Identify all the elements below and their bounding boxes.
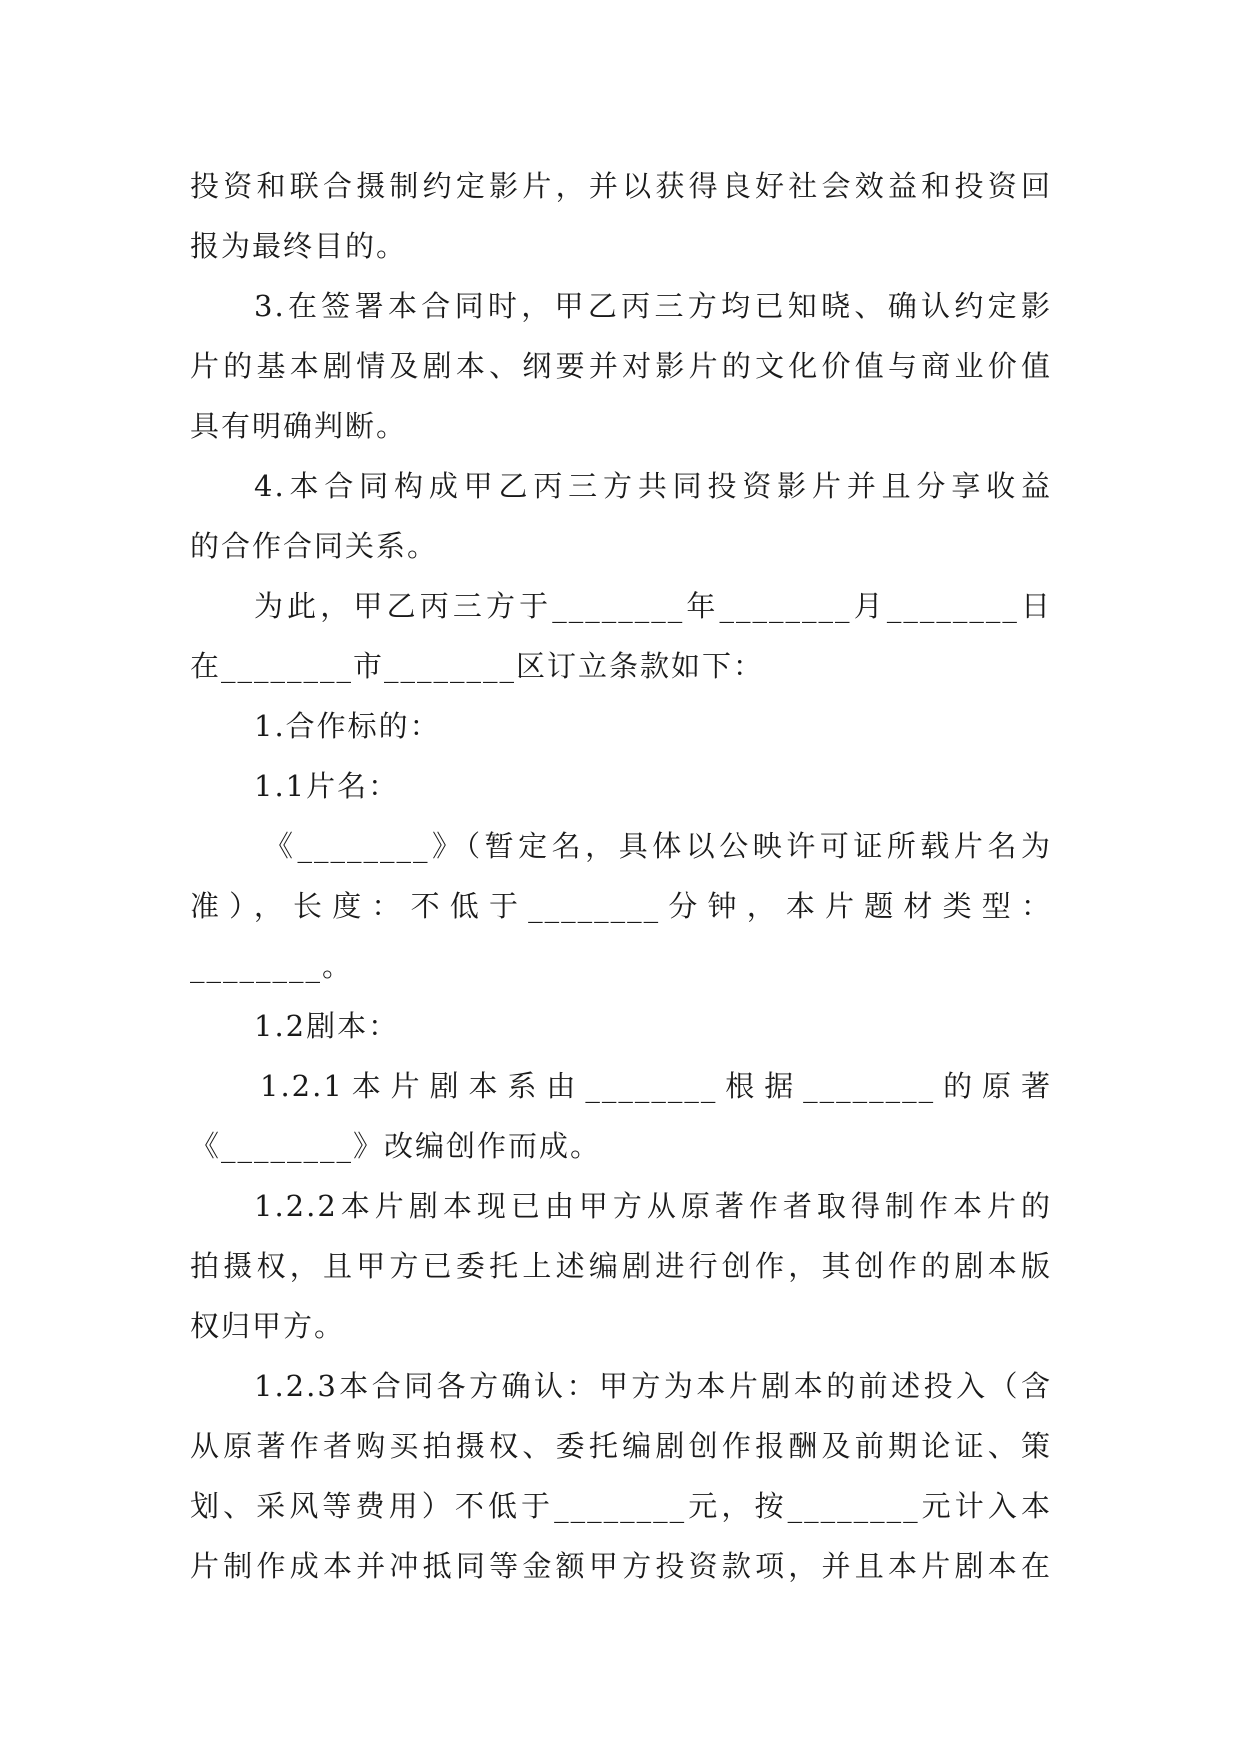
date-line: 为此，甲乙丙三方于________年________月________日	[254, 589, 1052, 623]
contract-body	[190, 156, 1052, 1596]
text-line: 准），长度：不低于________分钟，本片题材类型：	[190, 889, 1052, 923]
text-line: 《________》改编创作而成。	[190, 1129, 602, 1163]
section-1-heading: 1.合作标的：	[254, 709, 441, 743]
text-line: ________。	[190, 949, 354, 983]
clause-3-line: 3.在签署本合同时，甲乙丙三方均已知晓、确认约定影	[254, 289, 1052, 323]
title-line: 《________》（暂定名，具体以公映许可证所载片名为	[264, 829, 1052, 863]
section-1-2-heading: 1.2剧本：	[254, 1009, 400, 1043]
text-line: 从原著作者购买拍摄权、委托编剧创作报酬及前期论证、策	[190, 1429, 1052, 1463]
text-line: 权归甲方。	[190, 1309, 346, 1343]
location-line: 在________市________区订立条款如下：	[190, 649, 765, 683]
clause-1-2-1-line: 1.2.1本片剧本系由________根据________的原著	[260, 1069, 1052, 1103]
text-line: 报为最终目的。	[190, 229, 408, 263]
text-line: 划、采风等费用）不低于________元，按________元计入本	[190, 1489, 1052, 1523]
text-line: 的合作合同关系。	[190, 529, 439, 563]
text-line: 拍摄权，且甲方已委托上述编剧进行创作，其创作的剧本版	[190, 1249, 1052, 1283]
text-line: 片的基本剧情及剧本、纲要并对影片的文化价值与商业价值	[190, 349, 1052, 383]
text-line: 投资和联合摄制约定影片，并以获得良好社会效益和投资回	[190, 169, 1052, 203]
clause-1-2-3-line: 1.2.3本合同各方确认：甲方为本片剧本的前述投入（含	[254, 1369, 1052, 1403]
clause-1-2-2-line: 1.2.2本片剧本现已由甲方从原著作者取得制作本片的	[254, 1189, 1052, 1223]
text-line: 具有明确判断。	[190, 409, 408, 443]
section-1-1-heading: 1.1片名：	[254, 769, 400, 803]
text-line: 片制作成本并冲抵同等金额甲方投资款项，并且本片剧本在	[190, 1549, 1052, 1583]
clause-4-line: 4.本合同构成甲乙丙三方共同投资影片并且分享收益	[254, 469, 1052, 503]
